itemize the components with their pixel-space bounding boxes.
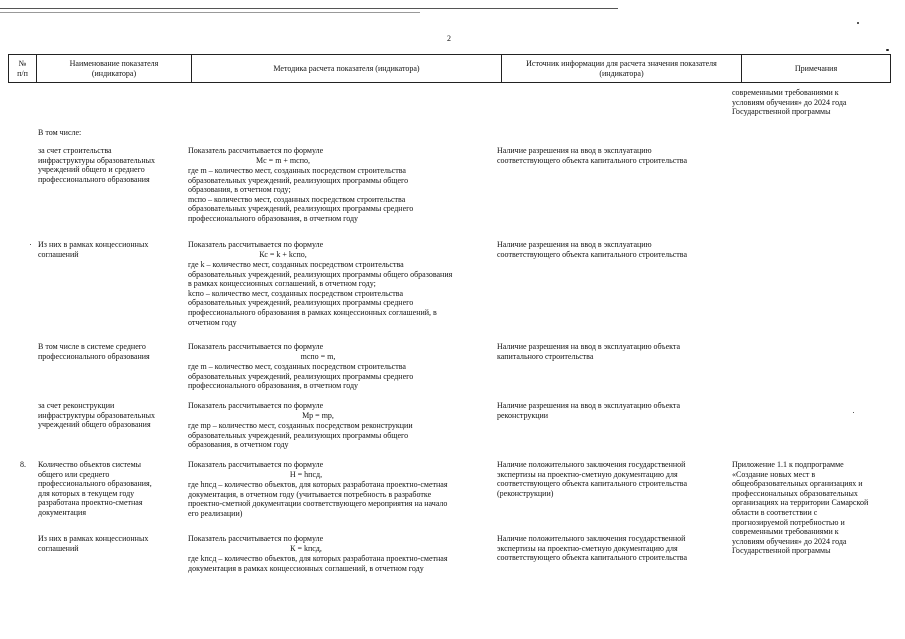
row-method-body: где hпсд – количество объектов, для которых разработана проектно-сметная документация, в отчетном году (учитывается потребность в разработке проектно-сметной документации соответствующего мероприятия на начало его реализации) — [188, 480, 448, 518]
row-formula: Мс = m + mспо, — [256, 156, 310, 165]
row-method-intro: Показатель рассчитывается по формуле — [188, 342, 324, 351]
row-method-body: где m – количество мест, созданных посредством строительства образовательных учреждений, реализующих программы среднего профессионального образования, в отчетном году — [188, 362, 414, 391]
row-name: за счет реконструкции инфраструктуры образовательных учреждений общего образования — [38, 401, 155, 430]
row-source: Наличие разрешения на ввод в эксплуатацию объекта реконструкции — [497, 401, 681, 420]
row-method-intro: Показатель рассчитывается по формуле — [188, 146, 324, 155]
row-method-intro: Показатель рассчитывается по формуле — [188, 534, 324, 543]
row-name: В том числе в системе среднего профессионального образования — [38, 342, 150, 361]
row-name: Из них в рамках концессионных соглашений — [38, 240, 149, 259]
row-method-body: где kпсд – количество объектов, для которых разработана проектно-сметная документация в рамках концессионных соглашений, в отчетном году — [188, 554, 448, 573]
row-source: Наличие разрешения на ввод в эксплуатацию соответствующего объекта капитального строительства — [497, 146, 687, 165]
row-source: Наличие положительного заключения государственной экспертизы на проектно-сметную документацию для соответствующего объекта капитального строительства — [497, 534, 687, 563]
header-col-number: № п/п — [9, 55, 37, 82]
scan-top-rule — [0, 8, 618, 9]
row-method-intro: Показатель рассчитывается по формуле — [188, 401, 324, 410]
scan-speck — [30, 244, 31, 245]
row-formula: Н = hпсд, — [289, 470, 323, 479]
header-col-name: Наименование показателя (индикатора) — [37, 55, 192, 82]
header-col-method: Методика расчета показателя (индикатора) — [192, 55, 502, 82]
notes-continuation: современными требованиями к условиям обучения» до 2024 года Государственной программы — [732, 88, 847, 117]
row-source: Наличие положительного заключения государственной экспертизы на проектно-сметную документацию для соответствующего объекта капитального строительства (реконструкции) — [497, 460, 687, 498]
row-name: Из них в рамках концессионных соглашений — [38, 534, 149, 553]
page-number: 2 — [447, 34, 451, 43]
header-col-source: Источник информации для расчета значения показателя (индикатора) — [502, 55, 742, 82]
row-method-intro: Показатель рассчитывается по формуле — [188, 460, 324, 469]
row-method-intro: Показатель рассчитывается по формуле — [188, 240, 324, 249]
row-formula: Мр = mр, — [302, 411, 334, 420]
scan-speck — [857, 22, 859, 24]
scan-top-rule-secondary — [0, 12, 420, 13]
header-col-notes: Примечания — [794, 63, 838, 73]
row-name: Количество объектов системы общего или среднего профессионального образования, для которых в текущем году разработана проектно-сметная документация — [38, 460, 152, 517]
table-header — [8, 54, 891, 83]
row-notes: Приложение 1.1 к подпрограмме «Создание новых мест в общеобразовательных организациях и профессиональных образовательных организациях на территории Самарской области в соответствии с прогнозируемой потребностью и современными требованиями к условиям обучения» до 2024 года Государственной программы — [732, 460, 869, 556]
row-method-body: где k – количество мест, созданных посредством строительства образовательных учреждений, реализующих программы общего образования в рамках концессионных соглашений, в отчетном году; kспо – количество мест, созданных посредством строительства образовательных учреждений, реализующих программы среднего профессионального образования в рамках концессионных соглашений, в отчетном году — [188, 260, 453, 327]
in-total-label: В том числе: — [38, 128, 82, 137]
row-formula: Кс = k + kспо, — [259, 250, 307, 259]
row-name: за счет строительства инфраструктуры образовательных учреждений общего и среднего профессионального образования — [38, 146, 155, 184]
row-source: Наличие разрешения на ввод в эксплуатацию соответствующего объекта капитального строительства — [497, 240, 687, 259]
row-method-body: где mр – количество мест, созданных посредством реконструкции образовательных учреждений, реализующих программы общего образования, в отчетном году — [188, 421, 413, 450]
row-formula: К = kпсд, — [290, 544, 322, 553]
scan-speck — [853, 412, 854, 413]
row-source: Наличие разрешения на ввод в эксплуатацию объекта капитального строительства — [497, 342, 681, 361]
row-method-body: где m – количество мест, созданных посредством строительства образовательных учреждений, реализующих программы общего образования, в отчетном году; mспо – количество мест, созданных посредством строительства образовательных учреждений, реализующих программы среднего профессионального образования, в отчетном году — [188, 166, 414, 223]
row-number: 8. — [20, 460, 26, 469]
row-formula: mспо = m, — [300, 352, 336, 361]
scan-speck — [886, 49, 889, 51]
